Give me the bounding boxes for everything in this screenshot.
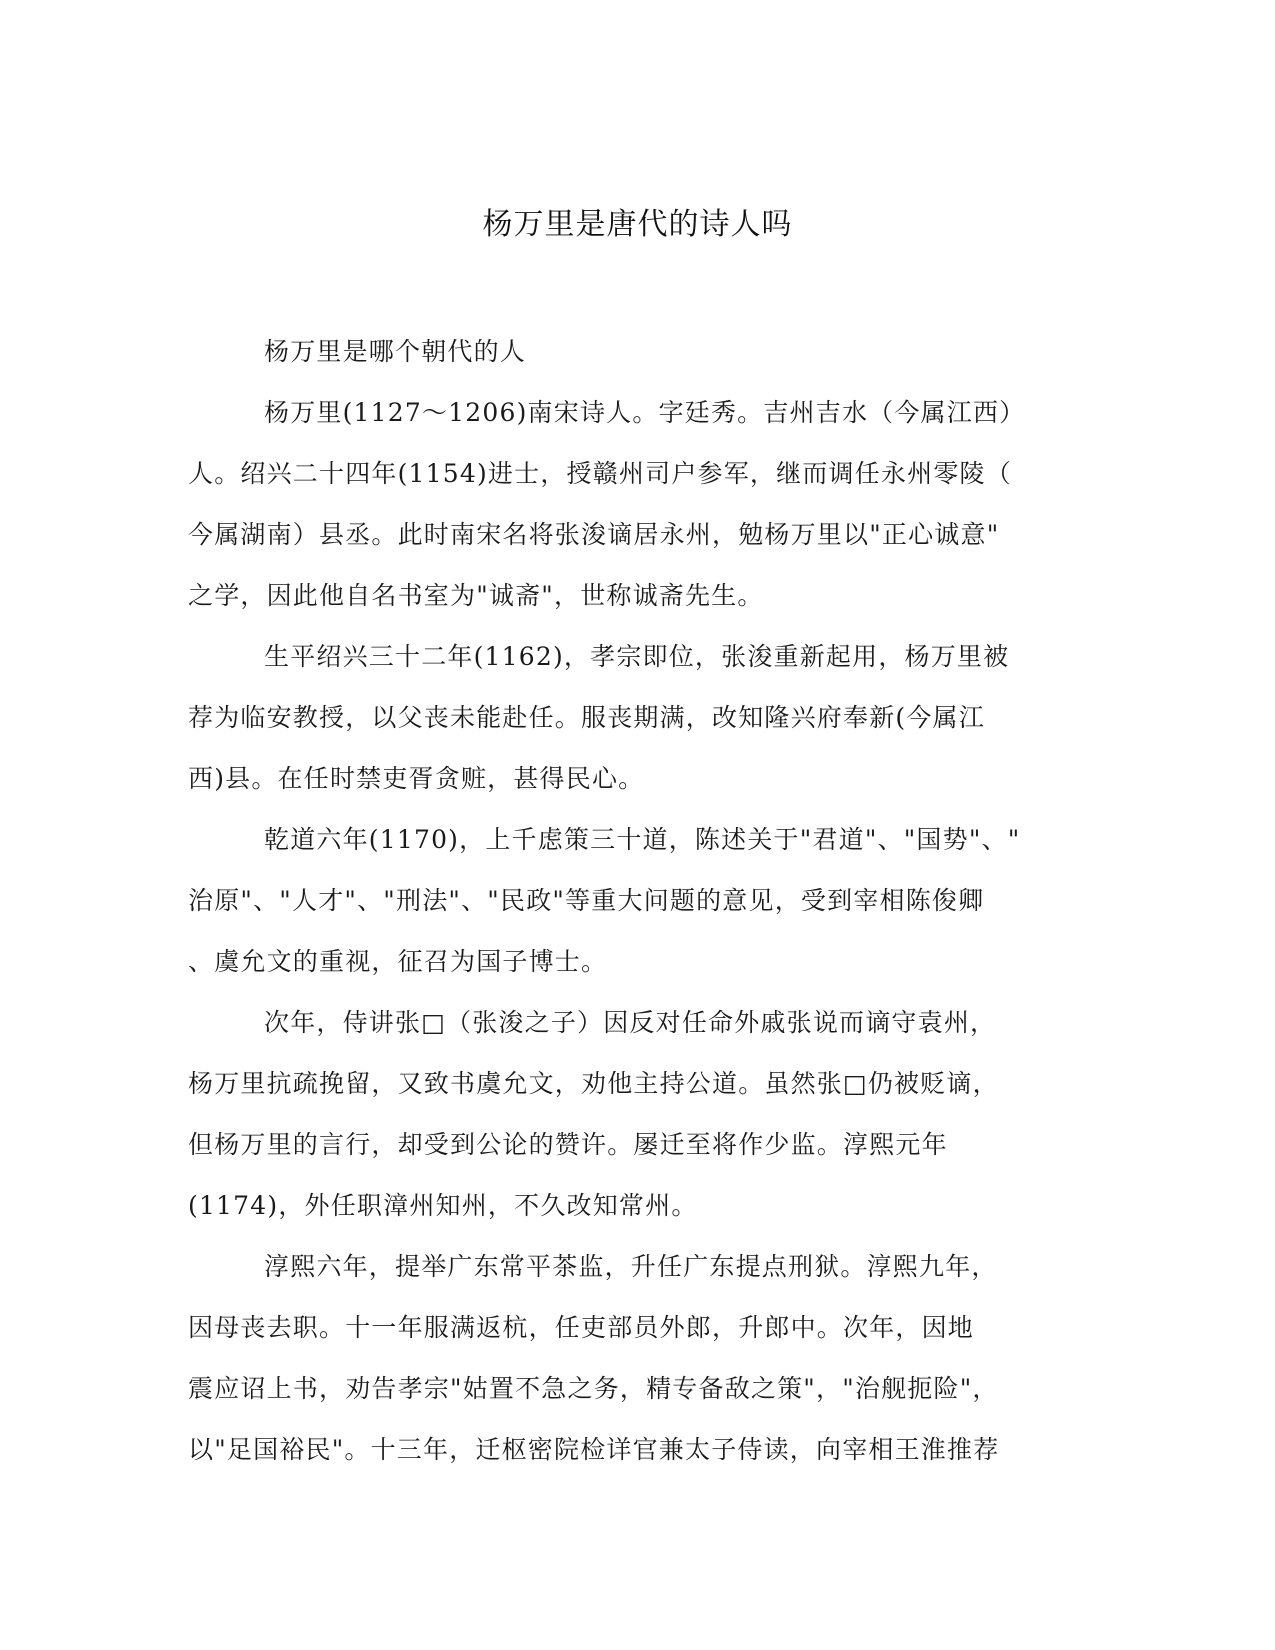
text-line: 杨万里(1127～1206)南宋诗人。字廷秀。吉州吉水（今属江西） (264, 398, 1026, 427)
text-line: 以"足国裕民"。十三年，迁枢密院检详官兼太子侍读，向宰相王淮推荐 (188, 1435, 1000, 1464)
text-line: 因母丧去职。十一年服满返杭，任吏部员外郎，升郎中。次年，因地 (188, 1313, 975, 1342)
text-line: 杨万里是哪个朝代的人 (264, 337, 527, 366)
text-line: 杨万里抗疏挽留，又致书虞允文，劝他主持公道。虽然张□仍被贬谪， (188, 1069, 999, 1098)
text-line: 、虞允文的重视，征召为国子博士。 (188, 947, 608, 976)
text-line: (1174)，外任职漳州知州，不久改知常州。 (188, 1191, 698, 1220)
page-title: 杨万里是唐代的诗人吗 (482, 207, 793, 242)
text-line: 但杨万里的言行，却受到公论的赞许。屡迁至将作少监。淳熙元年 (188, 1130, 948, 1159)
text-line: 震应诏上书，劝告孝宗"姑置不急之务，精专备敌之策"，"治舰扼险"， (188, 1374, 999, 1403)
text-line: 荐为临安教授，以父丧未能赴任。服丧期满，改知隆兴府奉新(今属江 (188, 703, 985, 732)
document-body (188, 332, 1088, 1491)
text-line: 西)县。在任时禁吏胥贪赃，甚得民心。 (188, 764, 645, 793)
text-line: 人。绍兴二十四年(1154)进士，授赣州司户参军，继而调任永州零陵（ (188, 459, 1012, 488)
text-line: 次年，侍讲张□（张浚之子）因反对任命外戚张说而谪守袁州， (264, 1008, 997, 1037)
text-line: 今属湖南）县丞。此时南宋名将张浚谪居永州，勉杨万里以"正心诚意" (188, 520, 1000, 549)
text-line: 乾道六年(1170)，上千虑策三十道，陈述关于"君道"、"国势"、" (264, 825, 1021, 854)
text-line: 之学，因此他自名书室为"诚斋"，世称诚斋先生。 (188, 581, 764, 610)
text-line: 生平绍兴三十二年(1162)，孝宗即位，张浚重新起用，杨万里被 (264, 642, 1010, 671)
text-line: 淳熙六年，提举广东常平茶监，升任广东提点刑狱。淳熙九年， (264, 1252, 998, 1281)
text-line: 治原"、"人才"、"刑法"、"民政"等重大问题的意见，受到宰相陈俊卿 (188, 886, 985, 915)
